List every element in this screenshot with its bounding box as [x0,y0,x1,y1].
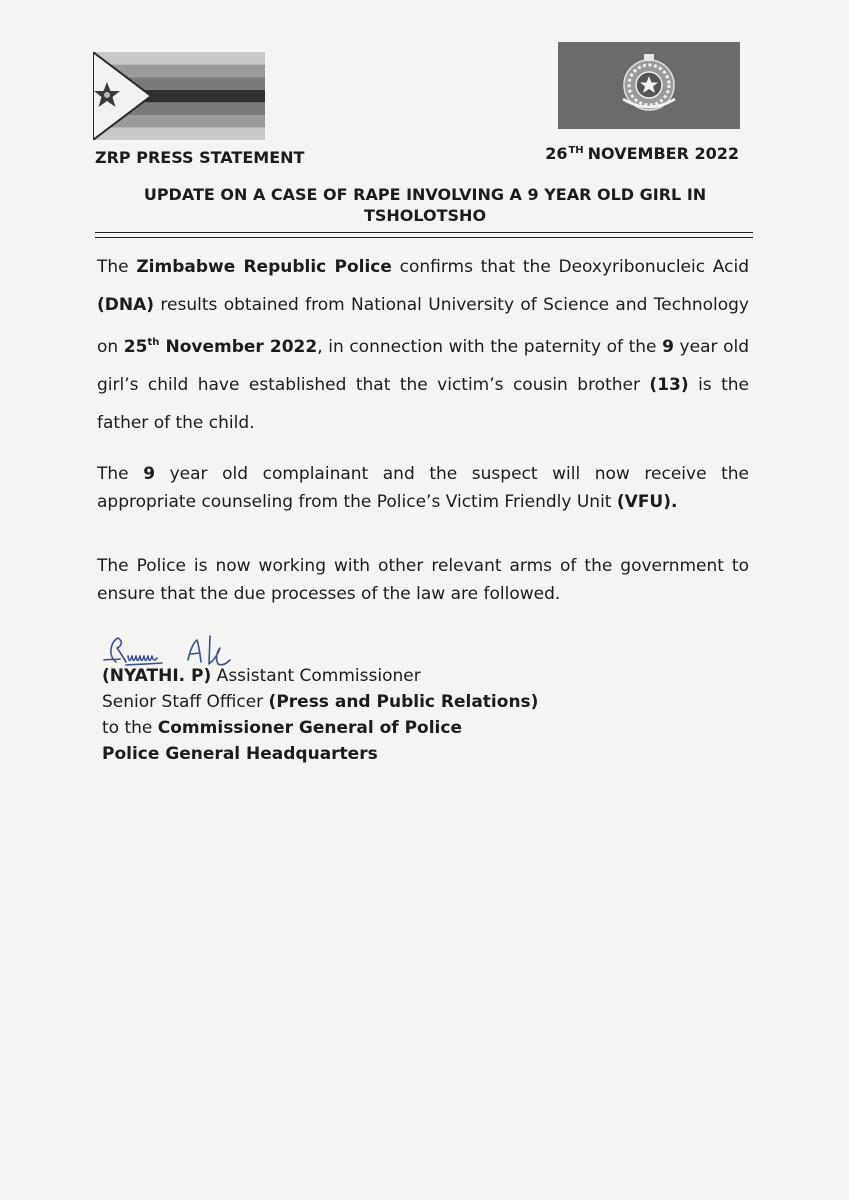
text: Senior Staff Officer [102,692,269,712]
signatory-line-3 [102,715,538,741]
result-date-day: 25 [123,337,148,357]
text: , in connection with the paternity of the [317,337,663,357]
result-date-suffix: th [147,337,160,348]
text: confirms that the Deoxyribonucleic Acid [391,257,749,277]
bold-text: Commissioner General of Police [157,718,462,738]
title-line-2: TSHOLOTSHO [363,206,487,225]
press-statement-label: ZRP PRESS STATEMENT [95,148,305,167]
signatory-name: (NYATHI. P) [102,666,212,686]
title-underline-divider [95,232,753,238]
paragraph-counseling [97,460,749,516]
date-month-year: NOVEMBER 2022 [587,144,739,163]
bold-text: 9 [662,337,674,357]
text: year old complainant and the suspect will now receive the appropriate counseling from the Police’s Victim Friendly Unit [97,464,750,512]
result-date-rest: November 2022 [159,337,318,357]
text: year old girl’s child have established that the victim’s cousin brother [97,337,749,395]
bold-text: Zimbabwe Republic Police [136,257,392,277]
text: to the [102,718,158,738]
text: is the father of the child. [97,375,749,433]
bold-text: (Press and Public Relations) [268,692,539,712]
result-date [124,337,317,357]
signatory-line-4 [102,741,538,767]
text: The Police is now working with other relevant arms of the government to ensure that the due processes of the law are followed. [97,556,749,604]
bold-text: Police General Headquarters [102,744,378,764]
bold-text: (13) [649,375,689,395]
signatory-line-2 [102,689,538,715]
zrp-police-flag-icon [558,42,740,129]
text: The [97,464,144,484]
paragraph-dna-results [97,248,749,442]
signatory-line-1 [102,663,538,689]
zimbabwe-flag-icon [93,52,265,140]
bold-text: (VFU). [616,492,678,512]
paragraph-due-process [97,552,749,608]
bold-text: 9 [143,464,156,484]
date-suffix: TH [568,145,584,156]
date-day: 26 [545,144,568,163]
statement-title [95,184,755,226]
title-line-1: UPDATE ON A CASE OF RAPE INVOLVING A 9 YEAR OLD GIRL IN [143,185,707,204]
text: The [97,257,137,277]
bold-text: (DNA) [97,295,155,315]
signatory-block [102,663,538,767]
text: results obtained from National University of Science and Technology on [97,295,749,357]
signatory-rank: Assistant Commissioner [211,666,421,686]
statement-date [545,144,739,163]
